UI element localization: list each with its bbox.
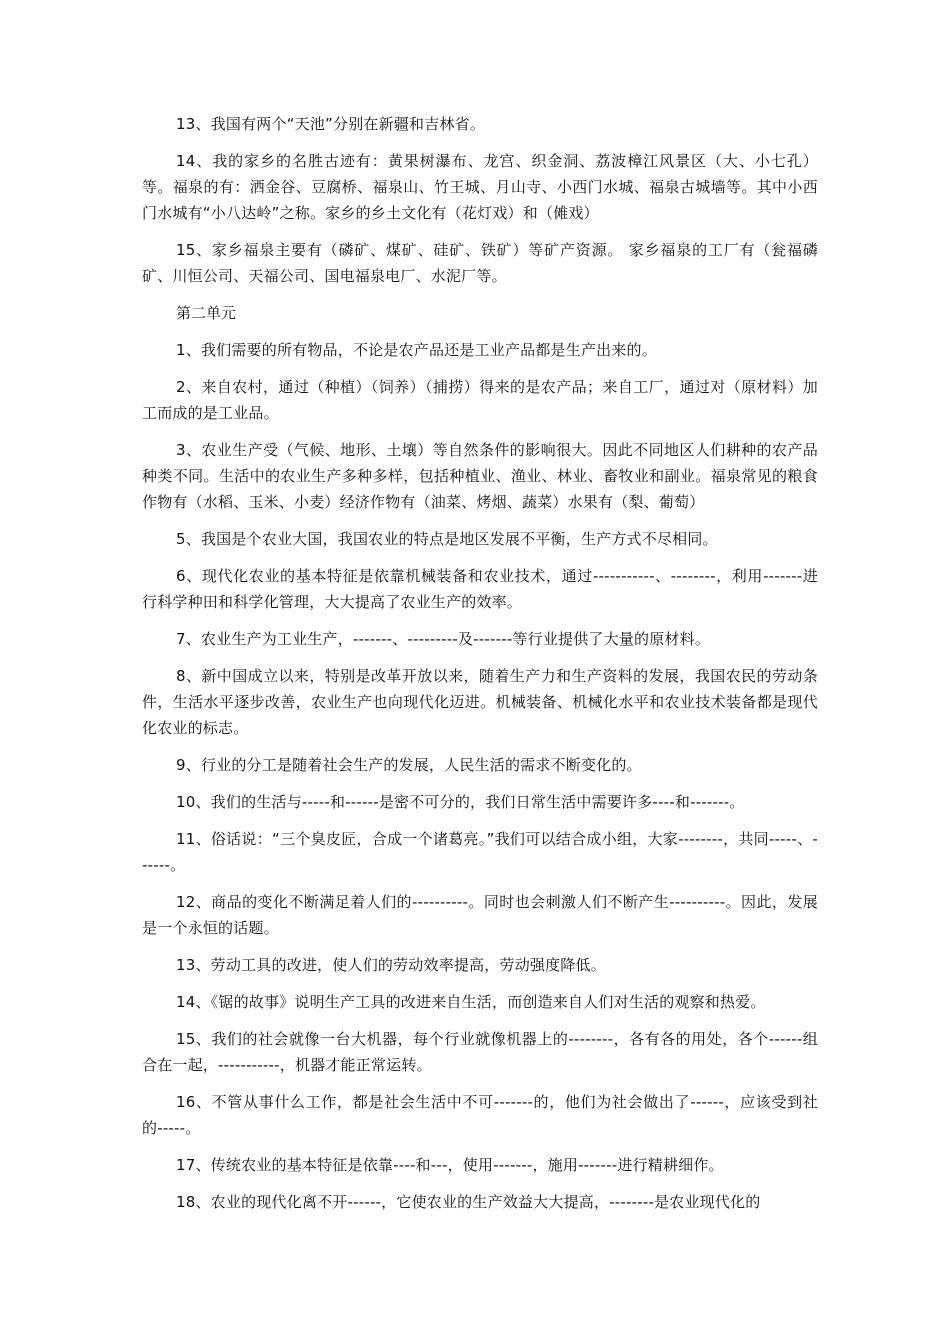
paragraph-8: 8、新中国成立以来，特别是改革开放以来，随着生产力和生产资料的发展，我国农民的劳动条件，生活水平逐步改善，农业生产也向现代化迈进。机械装备、机械化水平和农业技术装备都是现代化农业的标志。: [142, 667, 818, 737]
paragraph-12: 12、商品的变化不断满足着人们的----------。同时也会刺激人们不断产生----------。因此，发展是一个永恒的话题。: [142, 893, 818, 937]
paragraph-9: 9、行业的分工是随着社会生产的发展，人民生活的需求不断变化的。: [176, 756, 642, 774]
paragraph-13: 13、劳动工具的改进，使人们的劳动效率提高，劳动强度降低。: [176, 956, 606, 974]
paragraph-17: 17、传统农业的基本特征是依靠----和---，使用-------，施用-------进行精耕细作。: [176, 1156, 724, 1174]
paragraph-18: 18、农业的现代化离不开------，它使农业的生产效益大大提高，--------是农业现代化的: [176, 1193, 761, 1211]
paragraph-16: 16、不管从事什么工作，都是社会生活中不可-------的，他们为社会做出了------，应该受到社的-----。: [142, 1093, 818, 1137]
paragraph-1: 1、我们需要的所有物品，不论是农产品还是工业产品都是生产出来的。: [176, 341, 657, 359]
paragraph-2: 2、来自农村，通过（种植）（饲养）（捕捞）得来的是农产品；来自工厂，通过对（原材料）加工而成的是工业品。: [142, 378, 818, 422]
paragraph-7: 7、农业生产为工业生产，-------、---------及-------等行业提供了大量的原材料。: [176, 630, 711, 648]
paragraph-10: 10、我们的生活与-----和------是密不可分的，我们日常生活中需要许多----和-------。: [176, 793, 745, 811]
paragraph-15-resources: 15、家乡福泉主要有（磷矿、煤矿、硅矿、铁矿）等矿产资源。 家乡福泉的工厂有（瓮福磷矿、川恒公司、天福公司、国电福泉电厂、水泥厂等。: [142, 241, 818, 285]
paragraph-13-tianchi: 13、我国有两个“天池”分别在新疆和吉林省。: [176, 115, 486, 133]
section-title-unit-2: 第二单元: [176, 304, 237, 322]
paragraph-3: 3、农业生产受（气候、地形、土壤）等自然条件的影响很大。因此不同地区人们耕种的农产品种类不同。生活中的农业生产多种多样，包括种植业、渔业、林业、畜牧业和副业。福泉常见的粮食作物有（水稻、玉米、小麦）经济作物有（油菜、烤烟、蔬菜）水果有（梨、葡萄）: [142, 441, 818, 511]
paragraph-15: 15、我们的社会就像一台大机器，每个行业就像机器上的--------，各有各的用处，各个------组合在一起，-----------，机器才能正常运转。: [142, 1030, 818, 1074]
paragraph-14: 14、《锯的故事》说明生产工具的改进来自生活，而创造来自人们对生活的观察和热爱。: [176, 993, 766, 1011]
paragraph-14-scenic-spots: 14、我的家乡的名胜古迹有：黄果树瀑布、龙宫、织金洞、荔波樟江风景区（大、小七孔）等。福泉的有：洒金谷、豆腐桥、福泉山、竹王城、月山寺、小西门水城、福泉古城墙等。其中小西门水城有“小八达岭”之称。家乡的乡土文化有（花灯戏）和（傩戏）: [142, 152, 818, 222]
document-body: [142, 111, 818, 1226]
paragraph-5: 5、我国是个农业大国，我国农业的特点是地区发展不平衡，生产方式不尽相同。: [176, 530, 718, 548]
paragraph-6: 6、现代化农业的基本特征是依靠机械装备和农业技术，通过-----------、--------，利用-------进行科学种田和科学化管理，大大提高了农业生产的效率。: [142, 567, 818, 611]
paragraph-11: 11、俗话说：“三个臭皮匠，合成一个诸葛亮。”我们可以结合成小组，大家--------，共同-----、------。: [142, 830, 818, 874]
